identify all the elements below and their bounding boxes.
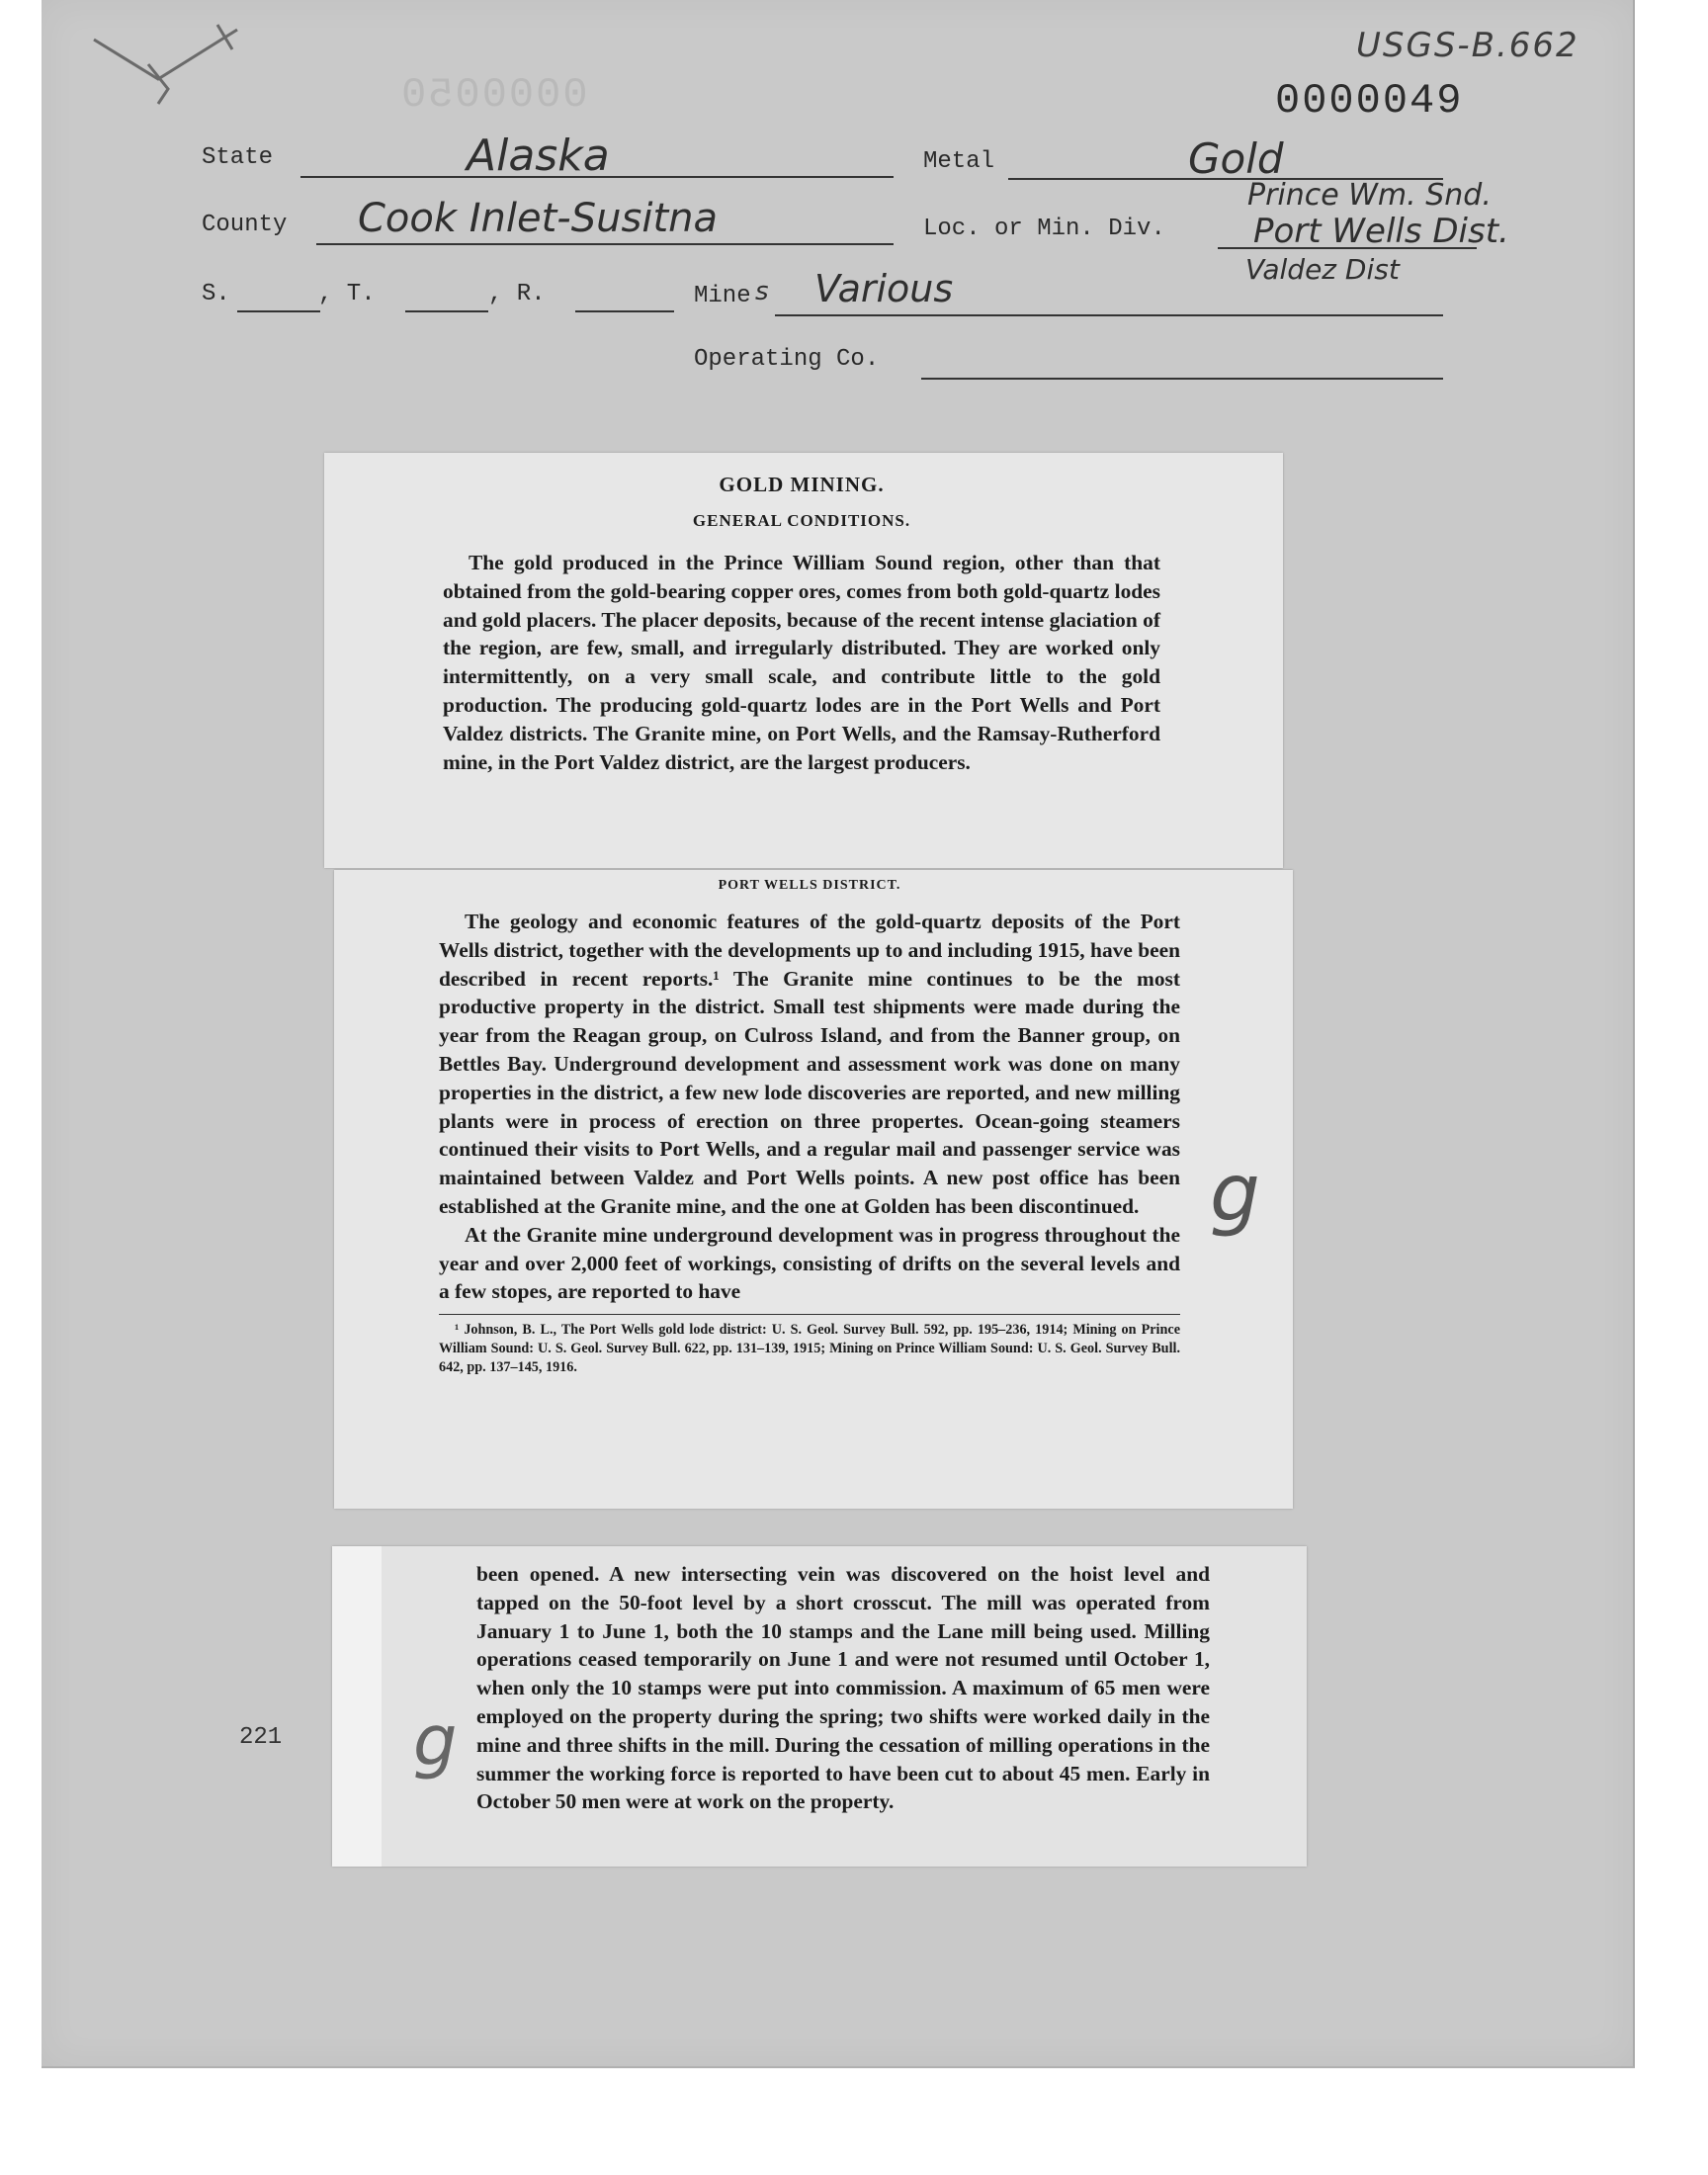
clipping-edge xyxy=(332,1546,382,1867)
loc-value-1: Prince Wm. Snd. xyxy=(1247,178,1492,213)
operating-co-label: Operating Co. xyxy=(694,346,880,373)
county-value: Cook Inlet-Susitna xyxy=(358,196,718,241)
state-label: State xyxy=(202,144,274,171)
ghost-stamp-number: 0000050 xyxy=(399,71,588,119)
footnote-rule xyxy=(439,1314,1180,1315)
port-wells-paragraph-2: At the Granite mine underground development was in progress throughout the year and over 2,000 feet of workings, consisting of drifts on the several levels and a few stopes, are reported to have xyxy=(439,1222,1180,1304)
port-wells-paragraph-1: The geology and economic features of the gold-quartz deposits of the Port Wells district, together with the developments up to and including 1915, have been described in recent reports.¹ The Granite mine continues to be the most productive property in the district. Small test shipments were made during the year from the Reagan group, on Culross Island, and from the Banner group, on Bettles Bay. Underground development and assessment work was done on many properties in the district, a few new lode discoveries are reported, and new milling plants were in process of erection on three propertes. Ocean-going steamers continued their visits to Port Wells, and a regular mail and passenger service was maintained between Valdez and Port Wells points. A new post office has been established at the Granite mine, and the one at Golden has been discontinued. xyxy=(439,910,1180,1218)
clipping-subtitle: GENERAL CONDITIONS. xyxy=(692,511,911,530)
range-line xyxy=(575,310,674,312)
county-label: County xyxy=(202,212,288,238)
port-wells-subtitle: PORT WELLS DISTRICT. xyxy=(718,878,901,893)
mines-label: Mine xyxy=(694,283,751,309)
mines-suffix: s xyxy=(755,277,769,306)
reference-handwritten: USGS-B.662 xyxy=(1356,26,1580,65)
metal-value: Gold xyxy=(1188,134,1284,183)
mines-value: Various xyxy=(814,267,954,310)
clipping-title: GOLD MINING. xyxy=(719,473,885,496)
stamp-number: 0000049 xyxy=(1275,77,1464,125)
general-conditions-paragraph: The gold produced in the Prince William Sound region, other than that obtained from the gold-bearing copper ores, comes from both gold-quartz lodes and gold placers. The placer deposits, because of the recent intense glaciation of the region, are few, small, and irregularly distributed. They are worked only intermittently, on a very small scale, and contribute little to the gold production. The producing gold-quartz lodes are in the Port Wells and Port Valdez districts. The Granite mine, on Port Wells, and the Ramsay-Rutherford mine, in the Port Valdez district, are the largest producers. xyxy=(443,551,1160,774)
township-line xyxy=(405,310,488,312)
pencil-annotation-g-lower: g xyxy=(413,1700,458,1782)
clipping-port-wells xyxy=(334,870,1293,1509)
clipping-general-conditions xyxy=(324,453,1283,868)
township-label: , T. xyxy=(318,281,376,307)
loc-value-2: Port Wells Dist. xyxy=(1253,212,1509,251)
clipping-granite-mine xyxy=(332,1546,1307,1867)
loc-value-3: Valdez Dist xyxy=(1245,253,1400,286)
section-line xyxy=(237,310,320,312)
pencil-annotation-g: g xyxy=(1210,1147,1260,1239)
granite-mine-paragraph: been opened. A new intersecting vein was discovered on the hoist level and tapped on the 50-foot level by a short crosscut. The mill was operated from January 1 to June 1, both the 10 stamps and the Lane mill being used. Milling operations ceased temporarily on June 1 and were not resumed until October 1, when only the 10 stamps were put into commission. A maximum of 65 men were employed on the property during the spring; two shifts were worked daily in the mine and three shifts in the mill. During the cessation of milling operations in the summer the working force is reported to have been cut to about 45 men. Early in October 50 men were at work on the property. xyxy=(476,1562,1210,1814)
document-sheet xyxy=(42,0,1635,2068)
pencil-mark-icon xyxy=(89,20,247,109)
state-value: Alaska xyxy=(467,130,610,181)
page-number: 221 xyxy=(239,1724,283,1751)
county-line xyxy=(316,243,894,245)
operating-co-line xyxy=(921,378,1443,380)
metal-label: Metal xyxy=(923,148,995,175)
footnote: ¹ Johnson, B. L., The Port Wells gold lode district: U. S. Geol. Survey Bull. 592, pp. 195–236, 1914; Mining on Prince William Sound: U. S. Geol. Survey Bull. 622, pp. 131–139, 1915; Mining on Prince William Sound: U. S. Geol. Survey Bull. 642, pp. 137–145, 1916. xyxy=(439,1322,1180,1375)
loc-label: Loc. or Min. Div. xyxy=(923,216,1165,242)
mines-line xyxy=(775,314,1443,316)
range-label: , R. xyxy=(488,281,546,307)
section-label: S. xyxy=(202,281,230,307)
